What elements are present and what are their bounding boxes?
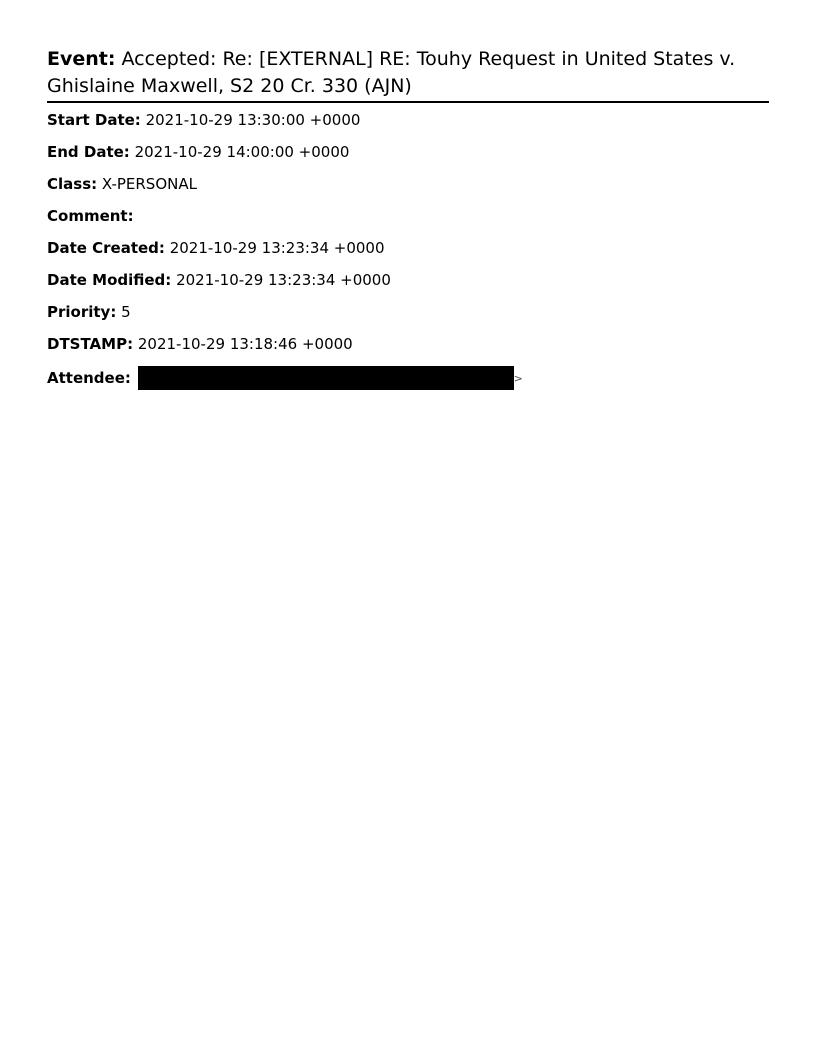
- end-date-label: End Date:: [47, 143, 130, 161]
- event-label: Event:: [47, 48, 116, 70]
- comment-label: Comment:: [47, 207, 134, 225]
- class-field: [47, 174, 769, 194]
- attendee-trailing-bracket: >: [513, 372, 523, 385]
- dtstamp-field: [47, 334, 769, 354]
- start-date-field: [47, 110, 769, 130]
- end-date-field: [47, 142, 769, 162]
- date-created-label: Date Created:: [47, 239, 165, 257]
- date-created-field: [47, 238, 769, 258]
- start-date-label: Start Date:: [47, 111, 141, 129]
- class-label: Class:: [47, 175, 98, 193]
- end-date-value: 2021-10-29 14:00:00 +0000: [134, 143, 350, 161]
- comment-field: [47, 206, 769, 226]
- dtstamp-value: 2021-10-29 13:18:46 +0000: [137, 335, 353, 353]
- priority-label: Priority:: [47, 303, 117, 321]
- dtstamp-label: DTSTAMP:: [47, 335, 134, 353]
- priority-value: 5: [121, 303, 131, 321]
- date-modified-value: 2021-10-29 13:23:34 +0000: [176, 271, 391, 289]
- date-modified-field: [47, 270, 769, 290]
- start-date-value: 2021-10-29 13:30:00 +0000: [145, 111, 361, 129]
- date-modified-label: Date Modified:: [47, 271, 172, 289]
- class-value: X-PERSONAL: [101, 175, 197, 193]
- document-page: [47, 46, 769, 402]
- event-title: Accepted: Re: [EXTERNAL] RE: Touhy Request in United States v. Ghislaine Maxwell, S2 20 Cr. 330 (AJN): [47, 48, 736, 97]
- attendee-field: [47, 366, 769, 390]
- attendee-label: Attendee:: [47, 369, 131, 387]
- redaction-block: [138, 366, 514, 390]
- event-header: [47, 46, 769, 103]
- priority-field: [47, 302, 769, 322]
- date-created-value: 2021-10-29 13:23:34 +0000: [169, 239, 385, 257]
